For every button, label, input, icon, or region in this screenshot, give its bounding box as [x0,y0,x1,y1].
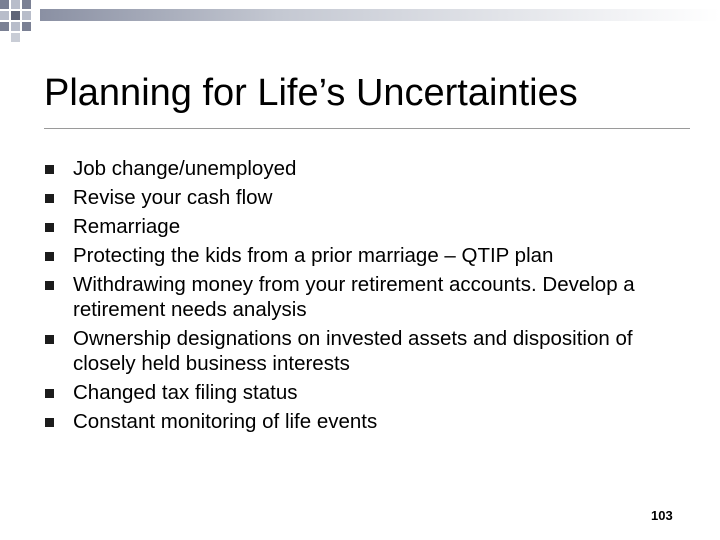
bullet-text: Withdrawing money from your retirement accounts. Develop a retirement needs analysis [73,273,635,321]
header-gradient-band [40,9,720,21]
square-bullet-icon [45,281,54,290]
square-bullet-icon [45,194,54,203]
bullet-item [0,272,720,322]
bullet-text: Constant monitoring of life events [73,410,378,433]
square-bullet-icon [45,165,54,174]
bullet-item [0,185,720,210]
square-bullet-icon [45,389,54,398]
bullet-item [0,156,720,181]
bullet-item [0,409,720,434]
page-number: 103 [651,508,673,523]
square-bullet-icon [45,418,54,427]
square-bullet-icon [45,335,54,344]
bullet-item [0,326,720,376]
bullet-item [0,380,720,405]
bullet-text: Revise your cash flow [73,186,273,209]
bullet-text: Remarriage [73,215,181,238]
bullet-text: Protecting the kids from a prior marriage – QTIP plan [73,244,554,267]
bullet-text: Changed tax filing status [73,381,298,404]
title-divider [44,128,690,129]
square-bullet-icon [45,252,54,261]
square-bullet-icon [45,223,54,232]
bullet-text: Ownership designations on invested assets and disposition of closely held business interests [73,327,633,375]
bullet-item [0,243,720,268]
bullet-list [0,156,720,438]
corner-decoration [0,0,720,44]
bullet-item [0,214,720,239]
bullet-text: Job change/unemployed [73,157,297,180]
slide-title: Planning for Life’s Uncertainties [44,72,578,114]
